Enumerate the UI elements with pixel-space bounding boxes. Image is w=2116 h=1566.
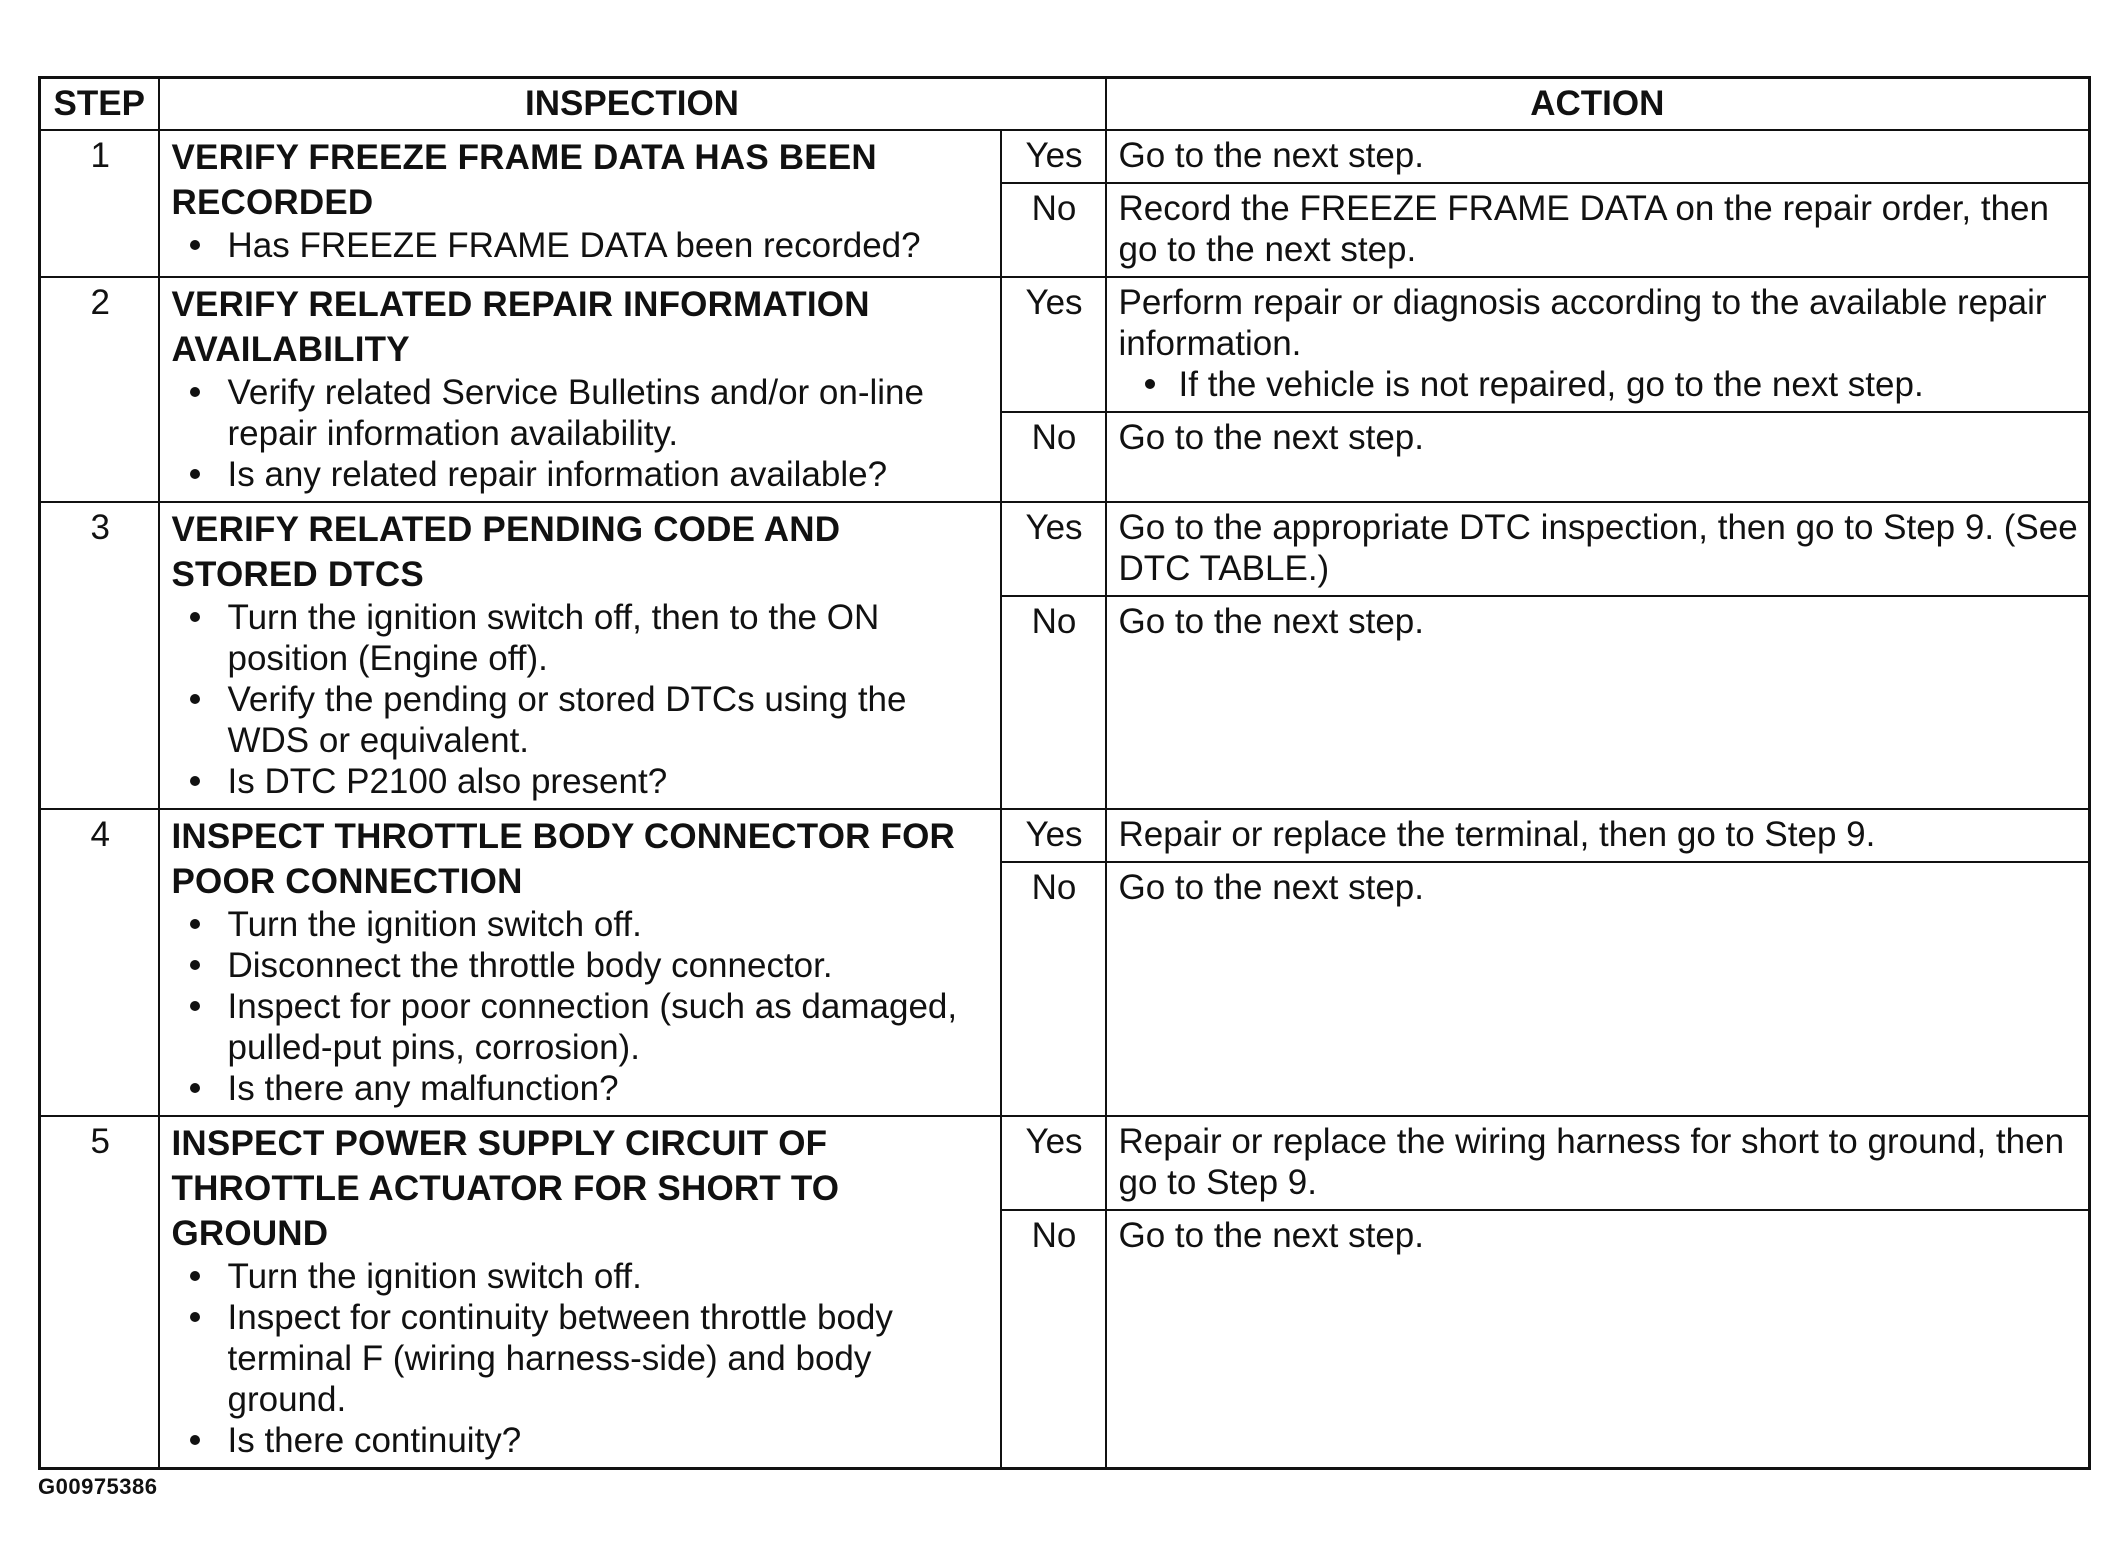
inspection-cell xyxy=(159,1116,1001,1469)
inspection-bullet-list xyxy=(172,597,990,802)
diagnostic-table xyxy=(38,76,2091,1470)
step-number: 5 xyxy=(40,1116,159,1469)
inspection-cell xyxy=(159,809,1001,1116)
step-number: 1 xyxy=(40,130,159,277)
inspection-bullet: Verify the pending or stored DTCs using the WDS or equivalent. xyxy=(172,679,990,761)
inspection-title: INSPECT THROTTLE BODY CONNECTOR FOR POOR CONNECTION xyxy=(171,817,956,901)
inspection-bullet-list xyxy=(172,1256,990,1461)
inspection-title: INSPECT POWER SUPPLY CIRCUIT OF THROTTLE ACTUATOR FOR SHORT TO GROUND xyxy=(171,1124,840,1253)
table-row-step-3-yes xyxy=(40,502,2090,596)
inspection-bullet: Turn the ignition switch off. xyxy=(172,1256,990,1297)
inspection-bullet: Inspect for continuity between throttle body terminal F (wiring harness-side) and body ground. xyxy=(172,1297,990,1420)
table-row-step-5-yes xyxy=(40,1116,2090,1210)
header-action: ACTION xyxy=(1106,78,2090,131)
table-row-step-1-yes xyxy=(40,130,2090,183)
yes-label: Yes xyxy=(1001,130,1106,183)
header-step: STEP xyxy=(40,78,159,131)
inspection-cell xyxy=(159,277,1001,502)
step-number: 2 xyxy=(40,277,159,502)
inspection-cell xyxy=(159,130,1001,277)
inspection-title: VERIFY RELATED REPAIR INFORMATION AVAILABILITY xyxy=(171,285,870,369)
step-number: 4 xyxy=(40,809,159,1116)
no-label: No xyxy=(1001,183,1106,277)
inspection-bullet-list xyxy=(172,372,990,495)
yes-action: Go to the next step. xyxy=(1106,130,2090,183)
inspection-bullet: Is there continuity? xyxy=(172,1420,990,1461)
yes-label: Yes xyxy=(1001,809,1106,862)
inspection-bullet: Turn the ignition switch off. xyxy=(172,904,990,945)
action-bullet: If the vehicle is not repaired, go to the next step. xyxy=(1119,364,2079,405)
inspection-cell xyxy=(159,502,1001,809)
diagnostic-procedure-document xyxy=(38,76,2088,1470)
inspection-title: VERIFY RELATED PENDING CODE AND STORED DTCS xyxy=(171,510,841,594)
inspection-bullet: Disconnect the throttle body connector. xyxy=(172,945,990,986)
yes-action: Repair or replace the wiring harness for short to ground, then go to Step 9. xyxy=(1106,1116,2090,1210)
header-inspection: INSPECTION xyxy=(159,78,1106,131)
inspection-bullet: Turn the ignition switch off, then to the ON position (Engine off). xyxy=(172,597,990,679)
no-action: Go to the next step. xyxy=(1106,412,2090,502)
inspection-bullet-list xyxy=(172,225,990,266)
no-label: No xyxy=(1001,1210,1106,1469)
yes-label: Yes xyxy=(1001,277,1106,412)
no-action: Go to the next step. xyxy=(1106,1210,2090,1469)
inspection-bullet: Is DTC P2100 also present? xyxy=(172,761,990,802)
inspection-bullet: Is there any malfunction? xyxy=(172,1068,990,1109)
inspection-bullet-list xyxy=(172,904,990,1109)
no-action: Record the FREEZE FRAME DATA on the repair order, then go to the next step. xyxy=(1106,183,2090,277)
no-action: Go to the next step. xyxy=(1106,596,2090,809)
no-action: Go to the next step. xyxy=(1106,862,2090,1116)
no-label: No xyxy=(1001,862,1106,1116)
figure-id: G00975386 xyxy=(38,1474,158,1499)
table-row-step-2-yes xyxy=(40,277,2090,412)
inspection-title: VERIFY FREEZE FRAME DATA HAS BEEN RECORDED xyxy=(171,138,877,222)
inspection-bullet: Has FREEZE FRAME DATA been recorded? xyxy=(172,225,990,266)
step-number: 3 xyxy=(40,502,159,809)
no-label: No xyxy=(1001,412,1106,502)
yes-label: Yes xyxy=(1001,502,1106,596)
yes-action: Repair or replace the terminal, then go to Step 9. xyxy=(1106,809,2090,862)
inspection-bullet: Is any related repair information available? xyxy=(172,454,990,495)
yes-action: Go to the appropriate DTC inspection, then go to Step 9. (See DTC TABLE.) xyxy=(1106,502,2090,596)
yes-action-cell xyxy=(1106,277,2090,412)
yes-action: Perform repair or diagnosis according to the available repair information. xyxy=(1118,283,2047,363)
inspection-bullet: Inspect for poor connection (such as damaged, pulled-put pins, corrosion). xyxy=(172,986,990,1068)
table-row-step-4-yes xyxy=(40,809,2090,862)
no-label: No xyxy=(1001,596,1106,809)
action-bullet-list xyxy=(1119,364,2079,405)
table-header-row xyxy=(40,78,2090,131)
inspection-bullet: Verify related Service Bulletins and/or on-line repair information availability. xyxy=(172,372,990,454)
yes-label: Yes xyxy=(1001,1116,1106,1210)
